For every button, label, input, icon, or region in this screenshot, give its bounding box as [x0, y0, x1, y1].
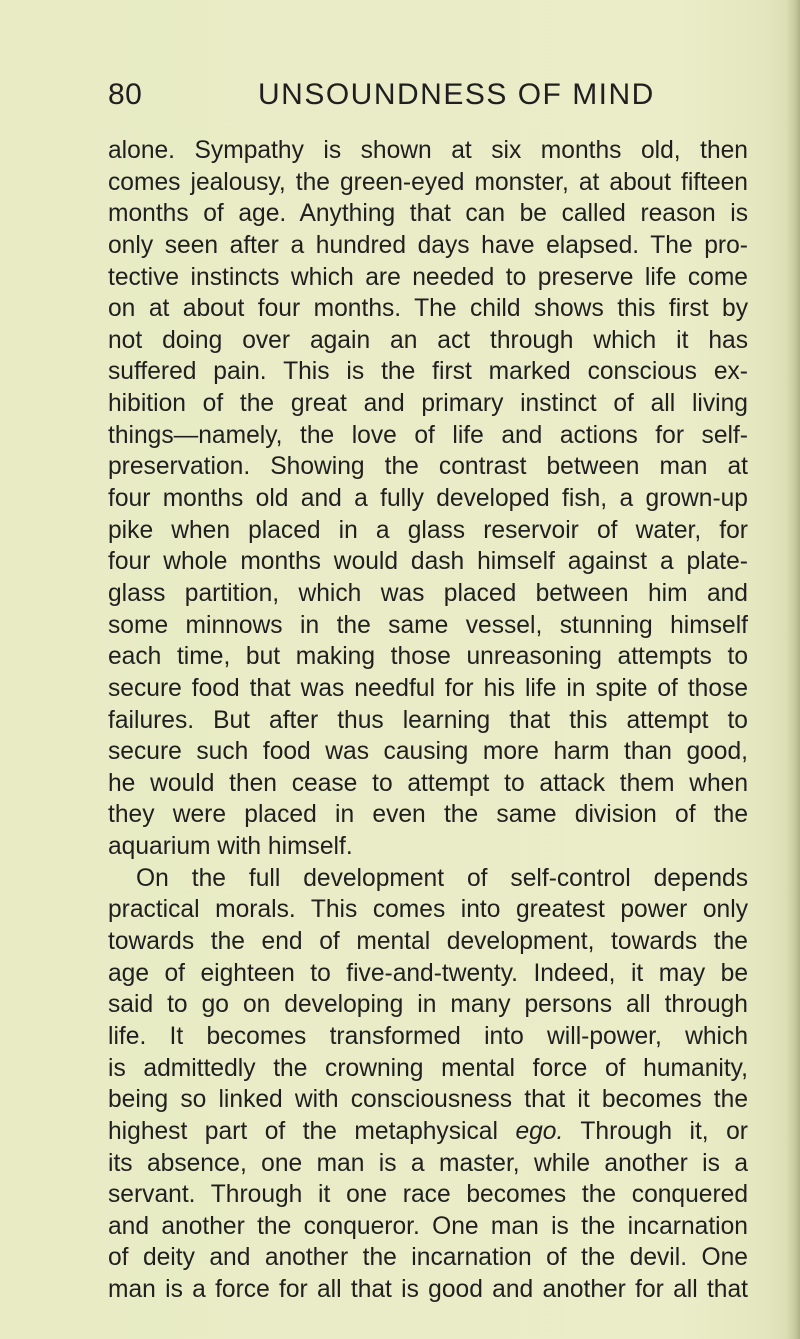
text-line: failures. But after thus learning that this attempt to [108, 706, 748, 734]
running-head [108, 78, 748, 118]
page-edge-shadow [786, 0, 800, 1339]
text-line: practical morals. This comes into greatest power only [108, 896, 748, 924]
text-line: four months old and a fully developed fish, a grown-up [108, 485, 748, 513]
text-line: alone. Sympathy is shown at six months old, then [108, 137, 748, 164]
text-line: secure food that was needful for his life in spite of those [108, 674, 748, 702]
text-line-with-italic [108, 1116, 748, 1148]
text-line: suffered pain. This is the first marked conscious ex- [108, 358, 748, 386]
text-line: its absence, one man is a master, while another is a [108, 1149, 748, 1177]
text-line: servant. Through it one race becomes the conquered [108, 1181, 748, 1209]
body-text [108, 135, 748, 1306]
text-line: he would then cease to attempt to attack them when [108, 769, 748, 797]
text-line: is admittedly the crowning mental force of humanity, [108, 1054, 748, 1082]
text-line: man is a force for all that is good and another for all that [108, 1276, 748, 1304]
italic-word-ego: ego. [515, 1117, 564, 1145]
text-line: on at about four months. The child shows this first by [108, 295, 748, 323]
text-line: each time, but making those unreasoning attempts to [108, 643, 748, 671]
text-segment: Through it, or [580, 1117, 748, 1145]
text-line: preservation. Showing the contrast between man at [108, 453, 748, 481]
paragraph-start-line: On the full development of self-control depends [136, 864, 748, 892]
text-line: they were placed in even the same division of the [108, 801, 748, 829]
running-title: UNSOUNDNESS OF MIND [258, 78, 655, 111]
text-line: pike when placed in a glass reservoir of water, for [108, 516, 748, 544]
text-line: not doing over again an act through which it has [108, 326, 748, 354]
text-line: of deity and another the incarnation of the devil. One [108, 1244, 748, 1272]
text-line: months of age. Anything that can be called reason is [108, 200, 748, 228]
text-line: secure such food was causing more harm than good, [108, 738, 748, 766]
text-line: some minnows in the same vessel, stunning himself [108, 611, 748, 639]
text-line: things—namely, the love of life and actions for self- [108, 421, 748, 449]
text-line: four whole months would dash himself against a plate- [108, 548, 748, 576]
text-line: life. It becomes transformed into will-power, which [108, 1022, 748, 1050]
text-line: hibition of the great and primary instinct of all living [108, 390, 748, 418]
text-line: glass partition, which was placed between him and [108, 579, 748, 607]
text-line: towards the end of mental development, towards the [108, 928, 748, 956]
text-line: age of eighteen to five-and-twenty. Indeed, it may be [108, 959, 748, 987]
text-line: said to go on developing in many persons all through [108, 991, 748, 1019]
text-segment: highest part of the metaphysical [108, 1117, 498, 1145]
text-line: and another the conqueror. One man is the incarnation [108, 1212, 748, 1240]
text-line: comes jealousy, the green-eyed monster, at about fifteen [108, 168, 748, 196]
page-number: 80 [108, 78, 143, 111]
text-line: being so linked with consciousness that it becomes the [108, 1086, 748, 1114]
text-line: only seen after a hundred days have elapsed. The pro- [108, 231, 748, 259]
paragraph-end-line: aquarium with himself. [108, 833, 353, 861]
text-line: tective instincts which are needed to preserve life come [108, 263, 748, 291]
